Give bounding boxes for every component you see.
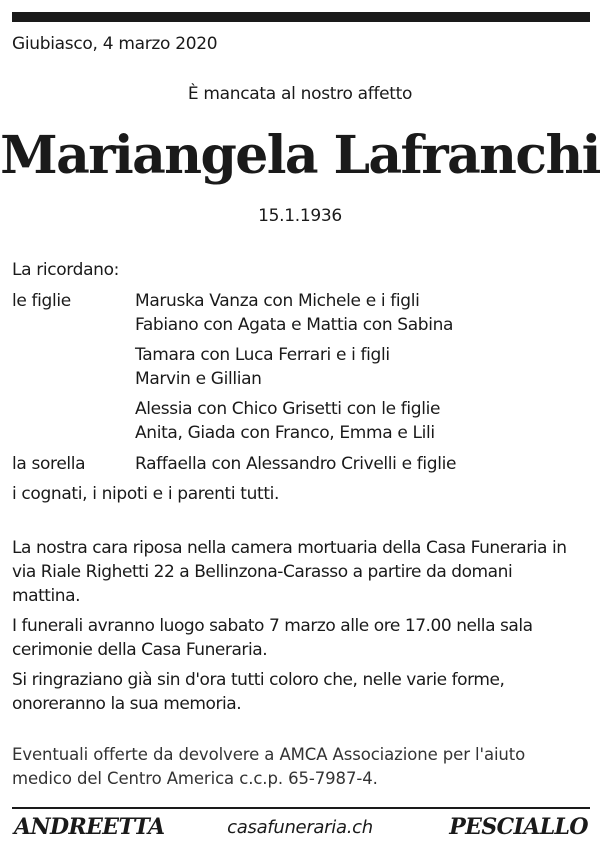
notice-line: onoreranno la sua memoria. <box>12 694 242 714</box>
bottom-rule <box>12 807 590 809</box>
intro-text: È mancata al nostro affetto <box>187 84 413 104</box>
daughter-entry <box>135 343 390 391</box>
mourners-intro: La ricordano: <box>12 260 120 280</box>
daughter-line: Alessia con Chico Grisetti con le figlie <box>135 399 441 419</box>
place-date: Giubiasco, 4 marzo 2020 <box>12 34 218 54</box>
daughter-line: Fabiano con Agata e Mattia con Sabina <box>135 315 454 335</box>
funeral-notice <box>12 614 592 662</box>
birth-date: 15.1.1936 <box>258 206 342 226</box>
funeral-home-name-right: PESCIALLO <box>449 814 588 840</box>
donation-line: Eventuali offerte da devolvere a AMCA Associazione per l'aiuto <box>12 745 526 764</box>
sister-label: la sorella <box>12 454 86 474</box>
thanks-notice <box>12 668 592 716</box>
deceased-name: Mariangela Lafranchi <box>0 125 600 186</box>
daughter-line: Maruska Vanza con Michele e i figli <box>135 291 420 311</box>
sister-entry: Raffaella con Alessandro Crivelli e figlie <box>135 454 457 474</box>
daughter-line: Anita, Giada con Franco, Emma e Lili <box>135 423 435 443</box>
notice-line: Si ringraziano già sin d'ora tutti coloro che, nelle varie forme, <box>12 670 505 690</box>
funeral-home-name-left: ANDREETTA <box>14 814 165 840</box>
notice-line: I funerali avranno luogo sabato 7 marzo alle ore 17.00 nella sala <box>12 616 533 636</box>
donation-line: medico del Centro America c.c.p. 65-7987-4. <box>12 769 378 788</box>
daughter-line: Tamara con Luca Ferrari e i figli <box>135 345 390 365</box>
notice-line: via Riale Righetti 22 a Bellinzona-Carasso a partire da domani <box>12 562 513 582</box>
top-rule <box>12 12 590 22</box>
funeral-home-website: casafuneraria.ch <box>227 817 373 838</box>
notice-line: mattina. <box>12 586 81 606</box>
daughters-label: le figlie <box>12 291 71 311</box>
notice-line: La nostra cara riposa nella camera mortuaria della Casa Funeraria in <box>12 538 567 558</box>
notice-line: cerimonie della Casa Funeraria. <box>12 640 268 660</box>
viewing-notice <box>12 536 592 608</box>
donation-notice <box>12 743 592 791</box>
other-relatives: i cognati, i nipoti e i parenti tutti. <box>12 484 280 504</box>
daughter-entry <box>135 289 453 337</box>
daughter-entry <box>135 397 440 445</box>
daughter-line: Marvin e Gillian <box>135 369 262 389</box>
